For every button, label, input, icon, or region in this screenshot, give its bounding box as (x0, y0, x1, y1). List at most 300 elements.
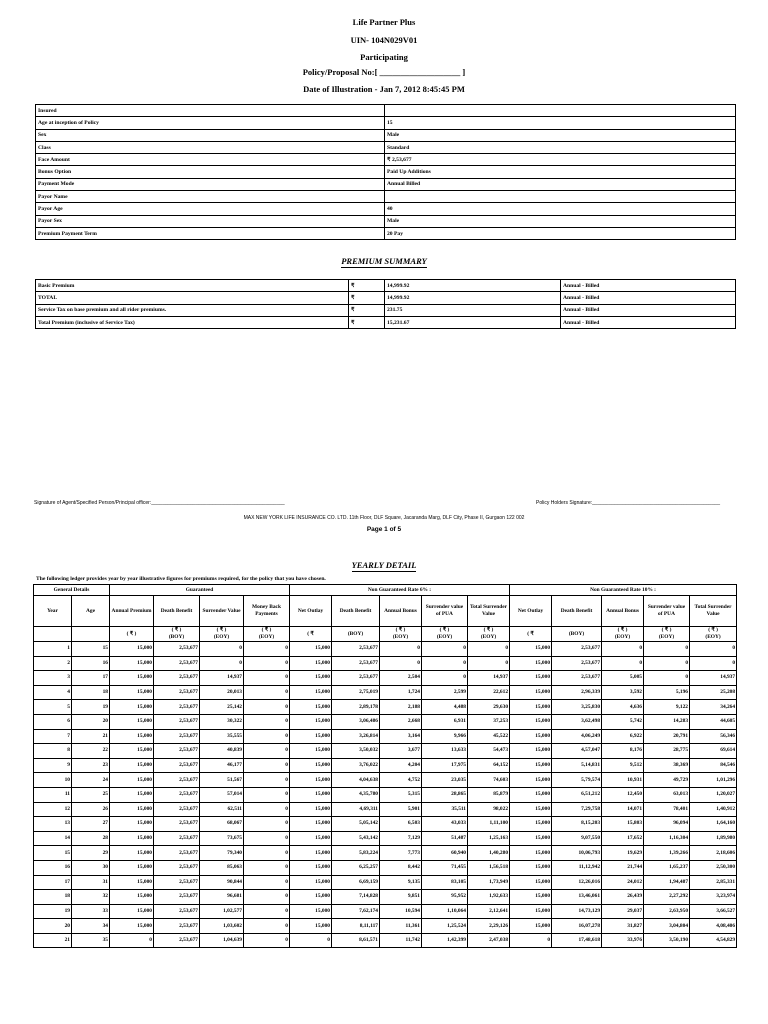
yearly-detail-table (33, 584, 737, 948)
unit-cell (34, 627, 72, 642)
premium-label: TOTAL (36, 292, 349, 304)
table-cell: 15,000 (510, 685, 552, 700)
table-cell: 1,89,980 (690, 831, 737, 846)
table-cell: 1 (34, 642, 72, 657)
table-cell: 21 (72, 729, 110, 744)
table-cell: 3,25,830 (552, 700, 602, 715)
unit-cell (690, 627, 737, 642)
table-cell: 15,000 (290, 875, 332, 890)
table-cell: 15,000 (290, 671, 332, 686)
table-cell: 60,940 (422, 846, 468, 861)
info-row (36, 129, 736, 141)
table-cell: 2,53,677 (154, 671, 200, 686)
table-cell: 10 (34, 773, 72, 788)
table-cell: 34 (72, 919, 110, 934)
group-non-guaranteed-6: Non Guaranteed Rate 6% : (290, 585, 510, 596)
table-cell: 73,675 (200, 831, 244, 846)
info-value: 15 (385, 117, 736, 129)
uin: UIN- 104N029V01 (350, 35, 418, 45)
column-header: Surrender value of PUA (422, 596, 468, 627)
unit-period: (EOY) (480, 634, 497, 640)
info-row (36, 166, 736, 178)
table-cell: 15,000 (290, 817, 332, 832)
table-cell: 15,000 (290, 685, 332, 700)
table-cell: 34,264 (690, 700, 737, 715)
table-cell: 3,164 (380, 729, 422, 744)
unit-cell (290, 627, 332, 642)
table-cell: 0 (244, 700, 290, 715)
table-row (34, 685, 737, 700)
table-cell: 4 (34, 685, 72, 700)
table-cell: 2,53,677 (154, 744, 200, 759)
table-cell: 14,73,129 (552, 904, 602, 919)
unit-cell (644, 627, 690, 642)
company-address: MAX NEW YORK LIFE INSURANCE CO. LTD. 11th Floor, DLF Square, Jacaranda Marg, DLF City, Phase II, Gurgaon 122 002 (243, 515, 525, 521)
table-row (34, 919, 737, 934)
table-cell: 20 (72, 714, 110, 729)
table-cell: 7,129 (380, 831, 422, 846)
table-cell: 5,43,142 (332, 831, 380, 846)
table-cell: 9,512 (602, 758, 644, 773)
table-cell: 1,56,518 (468, 860, 510, 875)
table-cell: 0 (644, 671, 690, 686)
premium-amount: 14,999.92 (385, 280, 561, 292)
table-cell: 2,53,677 (154, 875, 200, 890)
table-cell: 20,791 (644, 729, 690, 744)
table-cell: 2,53,677 (154, 831, 200, 846)
unit-cell (244, 627, 290, 642)
table-cell: 15,000 (290, 744, 332, 759)
table-cell: 15,000 (110, 685, 154, 700)
table-cell: 35,511 (422, 802, 468, 817)
table-cell: 0 (244, 817, 290, 832)
table-cell: 3 (34, 671, 72, 686)
table-cell: 0 (244, 729, 290, 744)
info-value: 20 Pay (385, 227, 736, 239)
table-cell: 29 (72, 846, 110, 861)
table-cell: 14,937 (200, 671, 244, 686)
table-cell: 15,000 (110, 744, 154, 759)
info-label: Face Amount (36, 154, 385, 166)
table-cell: 3,76,022 (332, 758, 380, 773)
table-cell: 2,53,677 (154, 846, 200, 861)
info-row (36, 141, 736, 153)
info-label: Age at inception of Policy (36, 117, 385, 129)
table-cell: 3,50,190 (644, 933, 690, 948)
table-cell: 95,952 (422, 890, 468, 905)
table-cell: 16 (72, 656, 110, 671)
column-header: Annual Bonus (380, 596, 422, 627)
table-cell: 15,000 (510, 758, 552, 773)
table-cell: 5 (34, 700, 72, 715)
table-cell: 8,442 (380, 860, 422, 875)
table-cell: 2,89,178 (332, 700, 380, 715)
table-cell: 15,000 (110, 904, 154, 919)
unit-period: (EOY) (658, 634, 675, 640)
table-cell: 28 (72, 831, 110, 846)
table-cell: 15,000 (510, 656, 552, 671)
table-cell: 15 (72, 642, 110, 657)
table-cell: 15,000 (510, 817, 552, 832)
unit-header-row (34, 627, 737, 642)
table-cell: 0 (244, 890, 290, 905)
table-cell: 3,23,974 (690, 890, 737, 905)
table-cell: 8,15,203 (552, 817, 602, 832)
table-cell: 2,53,677 (154, 787, 200, 802)
table-cell: 15,000 (510, 802, 552, 817)
table-cell: 5,79,574 (552, 773, 602, 788)
table-cell: 1,10,064 (422, 904, 468, 919)
table-cell: 14,937 (468, 671, 510, 686)
table-cell: 15,000 (110, 714, 154, 729)
table-cell: 15,000 (290, 846, 332, 861)
table-cell: 14,071 (602, 802, 644, 817)
info-row (36, 154, 736, 166)
table-cell: 96,094 (644, 817, 690, 832)
table-cell: 15 (34, 846, 72, 861)
table-cell: 15,000 (290, 904, 332, 919)
table-row (34, 714, 737, 729)
table-cell: 2,53,677 (332, 642, 380, 657)
table-cell: 4,57,047 (552, 744, 602, 759)
table-cell: 1,40,912 (690, 802, 737, 817)
table-cell: 4,06,249 (552, 729, 602, 744)
table-cell: 2,53,677 (154, 729, 200, 744)
table-cell: 57,014 (200, 787, 244, 802)
table-cell: 15,000 (290, 714, 332, 729)
table-cell: 9,135 (380, 875, 422, 890)
table-cell: 3,06,486 (332, 714, 380, 729)
table-cell: 35,555 (200, 729, 244, 744)
table-cell: 0 (244, 831, 290, 846)
info-label: Payor Name (36, 191, 385, 203)
unit-cell (200, 627, 244, 642)
table-cell: 3,26,814 (332, 729, 380, 744)
table-cell: 21,744 (602, 860, 644, 875)
table-cell: 45,522 (468, 729, 510, 744)
table-cell: 2,53,677 (332, 656, 380, 671)
table-cell: 17,652 (602, 831, 644, 846)
unit-label: ( ₹ ) (483, 627, 494, 633)
info-value: Paid Up Additions (385, 166, 736, 178)
table-cell: 2,53,677 (154, 802, 200, 817)
table-cell: 23,035 (422, 773, 468, 788)
table-cell: 0 (200, 642, 244, 657)
table-cell: 2,53,677 (154, 919, 200, 934)
premium-mode: Annual - Billed (561, 316, 736, 328)
table-cell: 3,66,527 (690, 904, 737, 919)
table-cell: 24,012 (602, 875, 644, 890)
table-cell: 0 (244, 744, 290, 759)
table-cell: 28,775 (644, 744, 690, 759)
unit-cell (72, 627, 110, 642)
table-row (34, 787, 737, 802)
table-cell: 15,000 (290, 890, 332, 905)
table-cell: 44,605 (690, 714, 737, 729)
table-cell: 4,488 (422, 700, 468, 715)
table-cell: 13,46,061 (552, 890, 602, 905)
info-label: Bonus Option (36, 166, 385, 178)
table-cell: 0 (244, 875, 290, 890)
premium-cur: ₹ (349, 280, 385, 292)
table-cell: 15,000 (510, 890, 552, 905)
premium-label: Basic Premium (36, 280, 349, 292)
table-cell: 2,75,019 (332, 685, 380, 700)
table-cell: 2,53,677 (332, 671, 380, 686)
premium-label: Service Tax on base premium and all rider premiums. (36, 304, 349, 316)
info-value: 40 (385, 203, 736, 215)
table-cell: 29,037 (602, 904, 644, 919)
info-row (36, 105, 736, 117)
premium-amount: 14,999.92 (385, 292, 561, 304)
table-cell: 5,315 (380, 787, 422, 802)
table-cell: 0 (602, 656, 644, 671)
table-cell: 1,11,100 (468, 817, 510, 832)
table-cell: 15,000 (290, 831, 332, 846)
table-cell: 14,283 (644, 714, 690, 729)
illustration-date: Date of Illustration - Jan 7, 2012 8:45:45 PM (303, 84, 465, 94)
unit-label: ( ₹ ) (617, 627, 628, 633)
table-cell: 15,000 (110, 656, 154, 671)
table-cell: 13 (34, 817, 72, 832)
info-label: Insured (36, 105, 385, 117)
table-cell: 6,51,212 (552, 787, 602, 802)
table-cell: 15,000 (510, 831, 552, 846)
table-cell: 15,000 (110, 729, 154, 744)
unit-label: ( ₹ ) (395, 627, 406, 633)
table-cell: 96,681 (200, 890, 244, 905)
table-cell: 2,53,677 (154, 656, 200, 671)
table-cell: 6,25,257 (332, 860, 380, 875)
info-row (36, 178, 736, 190)
table-cell: 5,05,142 (332, 817, 380, 832)
table-row (34, 729, 737, 744)
unit-label: ( ₹ (307, 630, 314, 637)
info-value: Annual Billed (385, 178, 736, 190)
table-cell: 2,50,300 (690, 860, 737, 875)
table-cell: 15,000 (290, 729, 332, 744)
table-cell: 2,53,677 (154, 685, 200, 700)
premium-mode: Annual - Billed (561, 292, 736, 304)
table-cell: 4,08,406 (690, 919, 737, 934)
table-cell: 15,000 (110, 773, 154, 788)
table-cell: 12,26,016 (552, 875, 602, 890)
column-header: Net Outlay (290, 596, 332, 627)
table-cell: 5,005 (602, 671, 644, 686)
table-cell: 51,567 (200, 773, 244, 788)
table-cell: 15,000 (110, 919, 154, 934)
table-cell: 0 (244, 773, 290, 788)
group-guaranteed: Guaranteed (110, 585, 290, 596)
table-cell: 8,11,117 (332, 919, 380, 934)
table-cell: 0 (510, 933, 552, 948)
table-cell: 1,40,280 (468, 846, 510, 861)
table-cell: 17,975 (422, 758, 468, 773)
table-cell: 2,53,677 (154, 714, 200, 729)
column-header: Surrender Value (200, 596, 244, 627)
table-cell: 90,844 (200, 875, 244, 890)
column-header: Death Benefit (332, 596, 380, 627)
table-cell: 9,122 (644, 700, 690, 715)
table-cell: 26 (72, 802, 110, 817)
unit-label: ( ₹ ) (216, 627, 227, 633)
table-row (34, 875, 737, 890)
table-cell: 2,668 (380, 714, 422, 729)
info-value: Male (385, 129, 736, 141)
table-row (34, 817, 737, 832)
table-cell: 25,142 (200, 700, 244, 715)
table-cell: 3,50,032 (332, 744, 380, 759)
table-cell: 15,000 (110, 875, 154, 890)
table-row (34, 758, 737, 773)
table-cell: 49,729 (644, 773, 690, 788)
table-cell: 0 (290, 933, 332, 948)
insured-info-table (35, 104, 736, 240)
table-cell: 6 (34, 714, 72, 729)
table-cell: 15,000 (510, 642, 552, 657)
premium-amount: 15,231.67 (385, 316, 561, 328)
table-cell: 24 (72, 773, 110, 788)
table-cell: 0 (422, 642, 468, 657)
premium-summary-table (35, 279, 736, 329)
table-cell: 28,865 (422, 787, 468, 802)
table-cell: 2,504 (380, 671, 422, 686)
unit-label: ( ₹ ) (171, 627, 182, 633)
premium-cur: ₹ (349, 316, 385, 328)
table-cell: 64,152 (468, 758, 510, 773)
table-cell: 14,937 (690, 671, 737, 686)
table-row (34, 671, 737, 686)
table-cell: 3,592 (602, 685, 644, 700)
table-cell: 2,53,677 (154, 817, 200, 832)
table-cell: 2,53,677 (552, 656, 602, 671)
column-header: Death Benefit (154, 596, 200, 627)
table-cell: 0 (244, 933, 290, 948)
unit-period: (EOY) (705, 634, 721, 640)
table-cell: 0 (244, 846, 290, 861)
table-cell: 2,53,677 (154, 758, 200, 773)
table-cell: 0 (244, 802, 290, 817)
table-cell: 15,000 (510, 671, 552, 686)
table-cell: 0 (380, 642, 422, 657)
table-cell: 15,000 (290, 656, 332, 671)
table-cell: 33 (72, 904, 110, 919)
table-cell: 43,033 (422, 817, 468, 832)
table-cell: 7,29,758 (552, 802, 602, 817)
table-cell: 62,511 (200, 802, 244, 817)
table-cell: 0 (244, 642, 290, 657)
group-non-guaranteed-10: Non Guaranteed Rate 10% : (510, 585, 737, 596)
table-cell: 0 (468, 642, 510, 657)
table-cell: 1,92,633 (468, 890, 510, 905)
table-cell: 9,851 (380, 890, 422, 905)
unit-period: (BOY) (168, 634, 185, 640)
table-cell: 18 (72, 685, 110, 700)
table-cell: 7,773 (380, 846, 422, 861)
group-general-details: General Details (34, 585, 110, 596)
table-cell: 14 (34, 831, 72, 846)
table-row (34, 933, 737, 948)
table-cell: 2,47,038 (468, 933, 510, 948)
table-cell: 3,04,804 (644, 919, 690, 934)
table-cell: 83,105 (422, 875, 468, 890)
table-cell: 78,401 (644, 802, 690, 817)
table-cell: 0 (468, 656, 510, 671)
table-cell: 1,02,577 (200, 904, 244, 919)
table-cell: 2,53,677 (154, 933, 200, 948)
table-cell: 6,69,159 (332, 875, 380, 890)
table-cell: 0 (244, 671, 290, 686)
info-value (385, 105, 736, 117)
table-cell: 1,25,524 (422, 919, 468, 934)
info-value: Standard (385, 141, 736, 153)
table-cell: 1,42,399 (422, 933, 468, 948)
unit-period: (EOY) (213, 634, 230, 640)
table-cell: 15,000 (510, 787, 552, 802)
table-cell: 15,000 (110, 817, 154, 832)
table-cell: 1,94,487 (644, 875, 690, 890)
table-cell: 35 (72, 933, 110, 948)
table-cell: 17 (72, 671, 110, 686)
table-cell: 15,000 (110, 758, 154, 773)
table-row (34, 860, 737, 875)
table-cell: 17,48,618 (552, 933, 602, 948)
unit-label: ( ₹ ) (661, 627, 672, 633)
table-cell: 46,177 (200, 758, 244, 773)
table-cell: 7,62,174 (332, 904, 380, 919)
table-row (34, 802, 737, 817)
table-cell: 5,14,831 (552, 758, 602, 773)
table-cell: 2,63,950 (644, 904, 690, 919)
yearly-detail-intro: The following ledger provides year by year illustrative figures for premiums required, for the policy that you have chosen. (36, 576, 326, 582)
table-cell: 27 (72, 817, 110, 832)
unit-cell (380, 627, 422, 642)
table-cell: 15,000 (110, 846, 154, 861)
table-cell: 4,204 (380, 758, 422, 773)
table-cell: 31,827 (602, 919, 644, 934)
column-header: Annual Premium (110, 596, 154, 627)
table-cell: 0 (244, 904, 290, 919)
table-cell: 15,000 (110, 642, 154, 657)
unit-cell (422, 627, 468, 642)
table-cell: 23 (72, 758, 110, 773)
table-cell: 15,000 (110, 802, 154, 817)
table-cell: 0 (244, 758, 290, 773)
table-cell: 2,53,677 (154, 860, 200, 875)
table-cell: 15,000 (510, 860, 552, 875)
table-cell: 1,64,160 (690, 817, 737, 832)
table-cell: 29,630 (468, 700, 510, 715)
column-header: Net Outlay (510, 596, 552, 627)
premium-row (36, 292, 736, 304)
table-cell: 15,000 (510, 904, 552, 919)
table-cell: 19,629 (602, 846, 644, 861)
table-cell: 25 (72, 787, 110, 802)
table-row (34, 656, 737, 671)
table-cell: 0 (380, 656, 422, 671)
table-cell: 30,322 (200, 714, 244, 729)
table-cell: 9,07,550 (552, 831, 602, 846)
column-header: Death Benefit (552, 596, 602, 627)
table-cell: 15,000 (290, 919, 332, 934)
table-cell: 9,966 (422, 729, 468, 744)
table-cell: 4,35,780 (332, 787, 380, 802)
info-label: Premium Payment Term (36, 227, 385, 239)
premium-mode: Annual - Billed (561, 304, 736, 316)
table-cell: 85,063 (200, 860, 244, 875)
unit-cell (154, 627, 200, 642)
table-cell: 17 (34, 875, 72, 890)
